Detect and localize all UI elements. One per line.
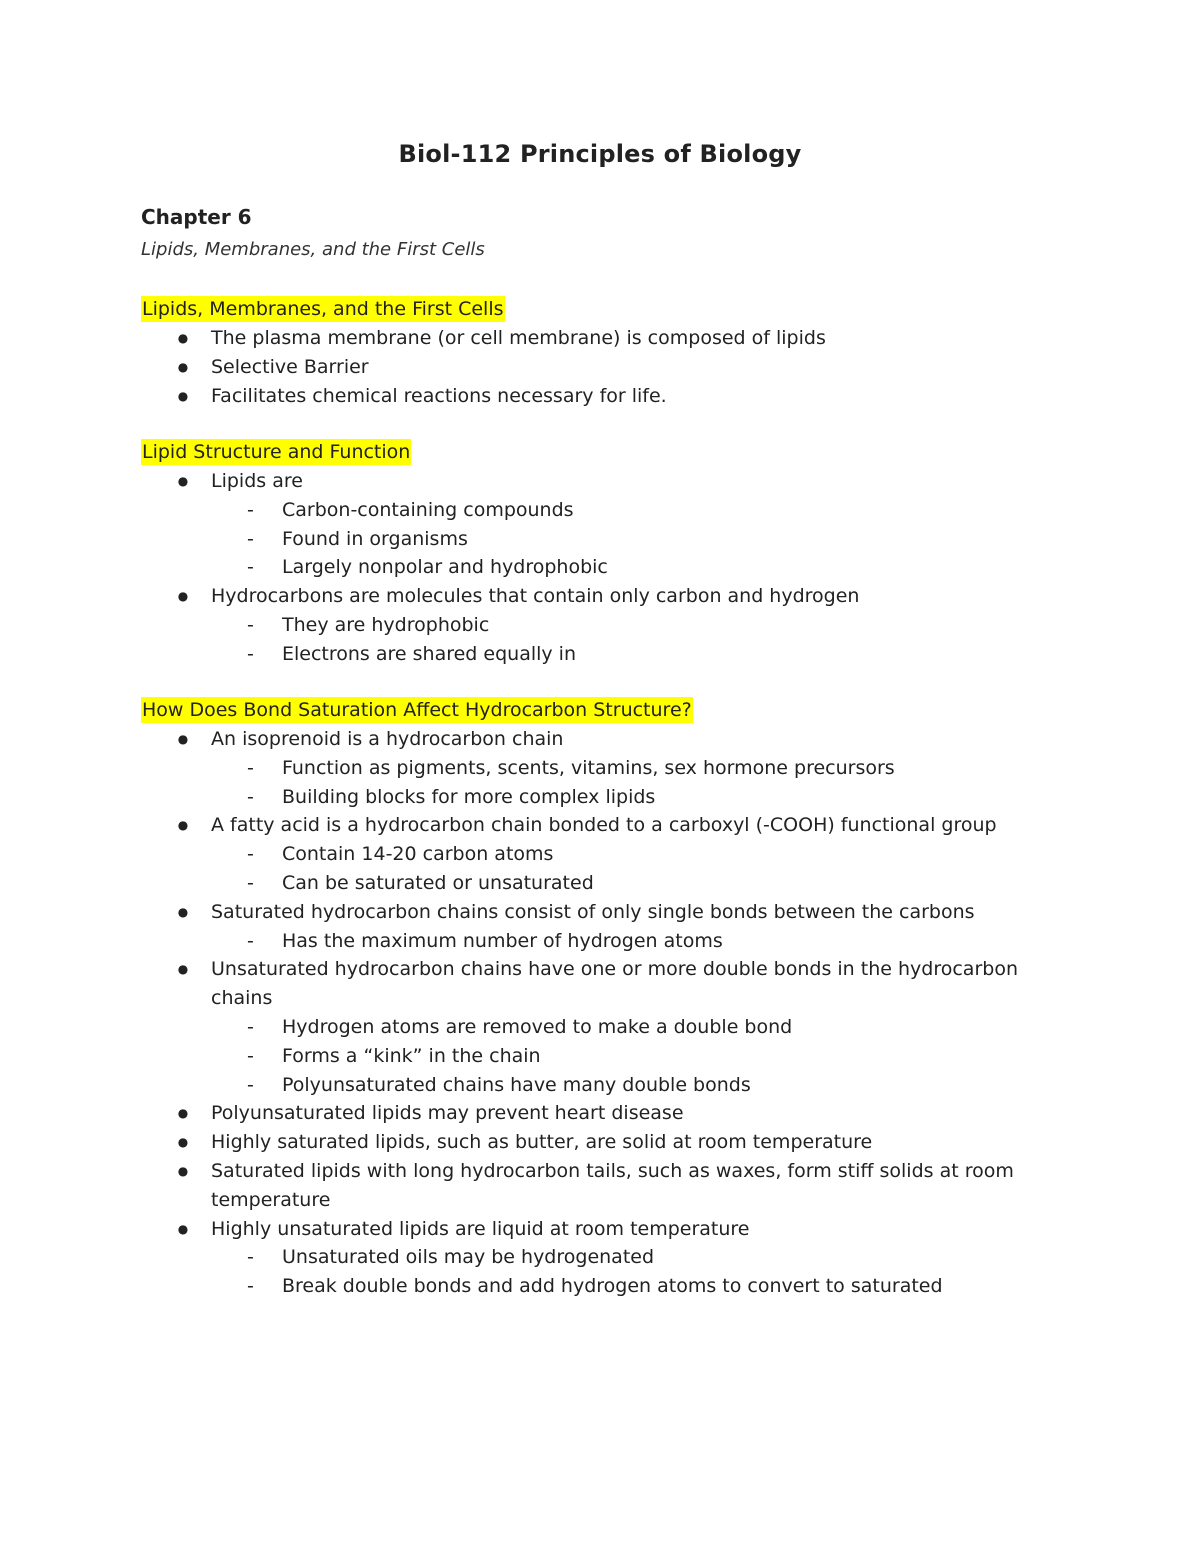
section-heading: Lipid Structure and Function bbox=[142, 441, 411, 463]
dash-icon: - bbox=[247, 1246, 254, 1269]
list-item-text: Polyunsaturated lipids may prevent heart disease bbox=[211, 1102, 684, 1125]
list-item-text: The plasma membrane (or cell membrane) is composed of lipids bbox=[211, 327, 826, 349]
list-item-text: Saturated hydrocarbon chains consist of only single bonds between the carbons bbox=[211, 900, 975, 923]
bullet-icon: ● bbox=[177, 818, 189, 833]
list-item-text: An isoprenoid is a hydrocarbon chain bbox=[211, 728, 564, 750]
list-item bbox=[141, 725, 1101, 754]
section-lipids-membranes bbox=[141, 296, 1101, 410]
dash-icon: - bbox=[247, 1275, 254, 1298]
bullet-icon: ● bbox=[177, 589, 189, 604]
sub-item-text: Hydrogen atoms are removed to make a double bond bbox=[282, 1015, 793, 1038]
chapter-subtitle: Lipids, Membranes, and the First Cells bbox=[141, 239, 485, 260]
sub-item-text: Largely nonpolar and hydrophobic bbox=[282, 556, 608, 579]
dash-icon: - bbox=[247, 756, 254, 779]
sub-item-text: They are hydrophobic bbox=[282, 613, 490, 636]
bullet-list bbox=[141, 467, 1101, 669]
dash-icon: - bbox=[247, 527, 254, 550]
list-item bbox=[141, 382, 1101, 411]
list-item-text: A fatty acid is a hydrocarbon chain bonded to a carboxyl (-COOH) functional group bbox=[211, 814, 997, 837]
dash-icon: - bbox=[247, 1015, 254, 1038]
dash-icon: - bbox=[247, 843, 254, 866]
bullet-icon: ● bbox=[177, 359, 189, 374]
list-item bbox=[141, 1099, 1101, 1128]
dash-icon: - bbox=[247, 613, 254, 636]
sub-item-text: Function as pigments, scents, vitamins, sex hormone precursors bbox=[282, 756, 895, 779]
list-item bbox=[141, 1215, 1101, 1244]
bullet-icon: ● bbox=[177, 388, 189, 403]
sub-item-text: Has the maximum number of hydrogen atoms bbox=[282, 929, 723, 952]
sub-item-text: Unsaturated oils may be hydrogenated bbox=[282, 1246, 655, 1269]
dash-icon: - bbox=[247, 642, 254, 665]
list-item-text: Highly unsaturated lipids are liquid at room temperature bbox=[211, 1217, 750, 1240]
list-item bbox=[141, 582, 1101, 611]
list-item bbox=[141, 324, 1101, 353]
sub-list-item bbox=[141, 553, 1101, 582]
list-item-text: Unsaturated hydrocarbon chains have one or more double bonds in the hydrocarbon chains bbox=[211, 958, 1018, 1010]
section-heading: How Does Bond Saturation Affect Hydrocarbon Structure? bbox=[142, 699, 692, 721]
sub-list-item bbox=[141, 927, 1101, 956]
sub-item-text: Building blocks for more complex lipids bbox=[282, 785, 656, 808]
bullet-icon: ● bbox=[177, 962, 189, 977]
list-item-text: Saturated lipids with long hydrocarbon tails, such as waxes, form stiff solids at room temperature bbox=[211, 1159, 1014, 1211]
sub-list-item bbox=[141, 1071, 1101, 1100]
sub-item-text: Polyunsaturated chains have many double bonds bbox=[282, 1073, 751, 1096]
sub-list-item bbox=[141, 754, 1101, 783]
list-item bbox=[141, 955, 1031, 1013]
list-item bbox=[141, 353, 1101, 382]
sub-list-item bbox=[141, 869, 1101, 898]
dash-icon: - bbox=[247, 785, 254, 808]
section-bond-saturation bbox=[141, 697, 1101, 1301]
list-item bbox=[141, 467, 1101, 496]
sub-item-text: Can be saturated or unsaturated bbox=[282, 871, 594, 894]
sub-list-item bbox=[141, 496, 1101, 525]
bullet-icon: ● bbox=[177, 1221, 189, 1236]
sub-list-item bbox=[141, 840, 1101, 869]
list-item-text: Selective Barrier bbox=[211, 355, 369, 378]
bullet-icon: ● bbox=[177, 331, 189, 345]
sub-list-item bbox=[141, 1272, 1101, 1301]
section-heading: Lipids, Membranes, and the First Cells bbox=[142, 298, 504, 320]
document-title: Biol-112 Principles of Biology bbox=[398, 140, 802, 168]
sub-list-item bbox=[141, 1013, 1101, 1042]
bullet-icon: ● bbox=[177, 1163, 189, 1178]
dash-icon: - bbox=[247, 498, 254, 521]
sub-list-item bbox=[141, 640, 1101, 669]
list-item-text: Lipids are bbox=[211, 470, 303, 492]
dash-icon: - bbox=[247, 556, 254, 579]
bullet-icon: ● bbox=[177, 732, 189, 746]
list-item bbox=[141, 1128, 1101, 1157]
sub-list-item bbox=[141, 783, 1101, 812]
bullet-icon: ● bbox=[177, 904, 189, 919]
list-item-text: Highly saturated lipids, such as butter, are solid at room temperature bbox=[211, 1131, 873, 1154]
list-item-text: Hydrocarbons are molecules that contain only carbon and hydrogen bbox=[211, 585, 860, 608]
sub-item-text: Electrons are shared equally in bbox=[282, 642, 576, 665]
bullet-icon: ● bbox=[177, 1135, 189, 1150]
list-item bbox=[141, 898, 1101, 927]
chapter-heading: Chapter 6 bbox=[141, 205, 252, 229]
bullet-icon: ● bbox=[177, 474, 189, 488]
sub-item-text: Carbon-containing compounds bbox=[282, 498, 574, 521]
sub-list-item bbox=[141, 1042, 1101, 1071]
sub-item-text: Forms a “kink” in the chain bbox=[282, 1044, 541, 1067]
list-item bbox=[141, 811, 1101, 840]
bullet-icon: ● bbox=[177, 1106, 189, 1121]
bullet-list bbox=[141, 324, 1101, 410]
sub-list-item bbox=[141, 525, 1101, 554]
list-item bbox=[141, 1157, 1041, 1215]
dash-icon: - bbox=[247, 1044, 254, 1067]
list-item-text: Facilitates chemical reactions necessary for life. bbox=[211, 384, 667, 407]
sub-item-text: Found in organisms bbox=[282, 527, 468, 550]
sub-list-item bbox=[141, 611, 1101, 640]
sub-item-text: Break double bonds and add hydrogen atoms to convert to saturated bbox=[282, 1275, 943, 1298]
dash-icon: - bbox=[247, 871, 254, 894]
section-lipid-structure bbox=[141, 439, 1101, 669]
sub-list-item bbox=[141, 1243, 1101, 1272]
dash-icon: - bbox=[247, 1073, 254, 1096]
bullet-list bbox=[141, 725, 1101, 1301]
sub-item-text: Contain 14-20 carbon atoms bbox=[282, 843, 554, 866]
dash-icon: - bbox=[247, 929, 254, 952]
